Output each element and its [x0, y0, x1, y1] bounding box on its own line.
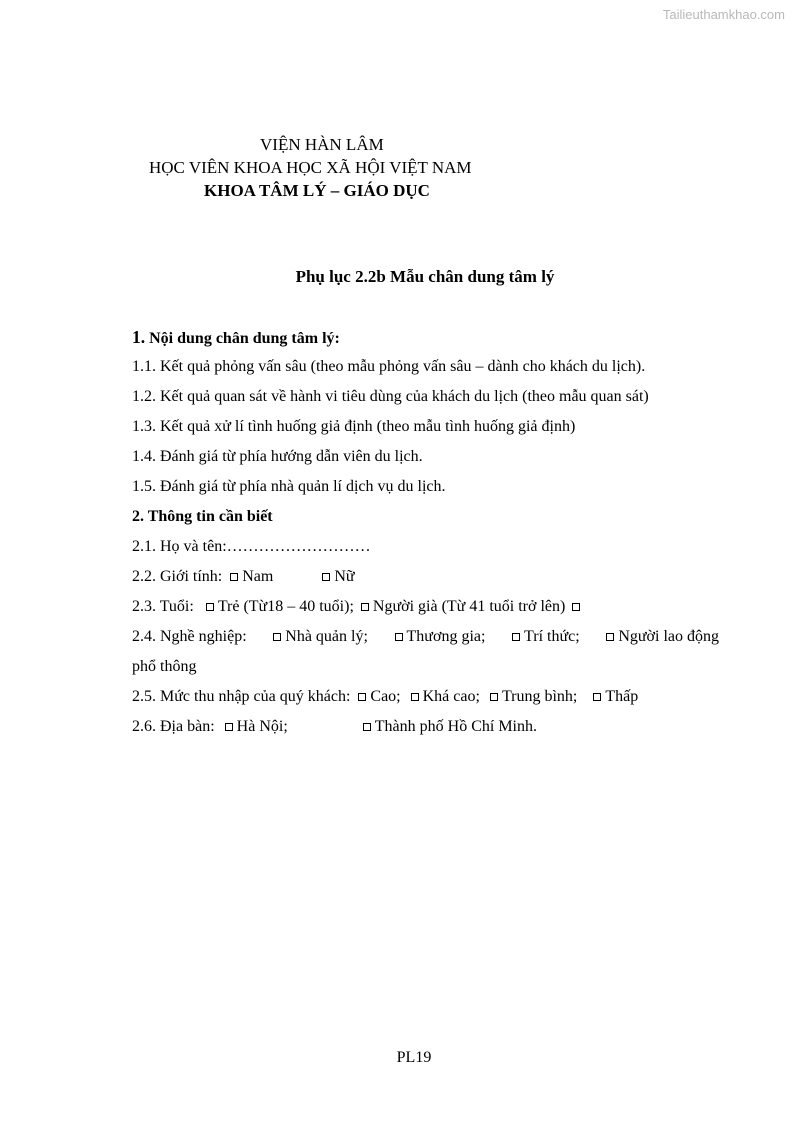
area-option-hcmc: Thành phố Hồ Chí Minh.	[374, 718, 537, 735]
list-item: 1.1. Kết quả phỏng vấn sâu (theo mẫu phỏng vấn sâu – dành cho khách du lịch).	[132, 358, 646, 375]
income-option-low: Thấp	[605, 688, 639, 705]
name-field: 2.1. Họ và tên:………………………	[132, 538, 371, 555]
age-option-young: Trẻ (Từ18 – 40 tuổi);	[217, 598, 354, 615]
checkbox-icon[interactable]	[593, 693, 601, 701]
list-item: 1.3. Kết quả xử lí tình huống giả định (theo mẫu tình huống giả định)	[132, 418, 576, 435]
checkbox-icon[interactable]	[411, 693, 419, 701]
header-line-academy: VIỆN HÀN LÂM	[260, 135, 384, 154]
checkbox-icon[interactable]	[230, 573, 238, 581]
header-line-faculty: KHOA TÂM LÝ – GIÁO DỤC	[204, 181, 430, 200]
list-item: 1.2. Kết quả quan sát về hành vi tiêu dùng của khách du lịch (theo mẫu quan sát)	[132, 388, 649, 405]
job-option-manager	[272, 622, 368, 652]
age-row	[132, 592, 719, 622]
watermark: Tailieuthamkhao.com	[662, 7, 785, 22]
job-option-worker	[605, 622, 719, 652]
area-row	[132, 712, 719, 742]
checkbox-icon[interactable]	[512, 633, 520, 641]
checkbox-icon[interactable]	[363, 723, 371, 731]
gender-option-female: Nữ	[334, 568, 355, 585]
income-label: 2.5. Mức thu nhập của quý khách:	[132, 688, 351, 705]
age-label: 2.3. Tuổi:	[132, 598, 194, 615]
job-row	[132, 622, 719, 652]
checkbox-icon[interactable]	[358, 693, 366, 701]
section-1-title: Nội dung chân dung tâm lý:	[149, 330, 340, 347]
area-label: 2.6. Địa bàn:	[132, 718, 215, 735]
job-option-worker-label: Người lao động	[618, 628, 719, 645]
job-label: 2.4. Nghề nghiệp:	[132, 628, 247, 645]
income-option-average: Trung bình;	[501, 688, 578, 705]
page-title: Phụ lục 2.2b Mẫu chân dung tâm lý	[295, 267, 555, 286]
job-option-businessman	[394, 622, 486, 652]
checkbox-icon[interactable]	[395, 633, 403, 641]
job-option-intellectual	[511, 622, 580, 652]
section-1-number: 1.	[132, 327, 146, 347]
checkbox-icon[interactable]	[606, 633, 614, 641]
page-number: PL19	[396, 1049, 432, 1066]
list-item: 1.5. Đánh giá từ phía nhà quản lí dịch vụ du lịch.	[132, 478, 446, 495]
job-row-continuation: phổ thông	[132, 658, 197, 675]
gender-row	[132, 562, 719, 592]
checkbox-icon[interactable]	[322, 573, 330, 581]
job-option-intellectual-label: Trí thức;	[524, 628, 580, 645]
list-item: 1.4. Đánh giá từ phía hướng dẫn viên du lịch.	[132, 448, 423, 465]
gender-option-male: Nam	[242, 568, 274, 585]
income-row	[132, 682, 719, 712]
checkbox-icon[interactable]	[225, 723, 233, 731]
checkbox-icon[interactable]	[490, 693, 498, 701]
checkbox-icon[interactable]	[273, 633, 281, 641]
section-1-heading	[132, 322, 719, 352]
gender-label: 2.2. Giới tính:	[132, 568, 223, 585]
area-option-hanoi: Hà Nội;	[236, 718, 288, 735]
checkbox-icon[interactable]	[572, 603, 580, 611]
income-option-high: Cao;	[370, 688, 401, 705]
job-option-manager-label: Nhà quản lý;	[285, 628, 368, 645]
age-option-old: Người già (Từ 41 tuổi trở lên)	[372, 598, 566, 615]
job-option-businessman-label: Thương gia;	[406, 628, 486, 645]
section-2-heading: 2. Thông tin cần biết	[132, 508, 273, 525]
checkbox-icon[interactable]	[206, 603, 214, 611]
checkbox-icon[interactable]	[361, 603, 369, 611]
income-option-fairly-high: Khá cao;	[422, 688, 480, 705]
document-body	[132, 322, 719, 742]
header-line-institute: HỌC VIÊN KHOA HỌC XÃ HỘI VIỆT NAM	[149, 158, 472, 177]
